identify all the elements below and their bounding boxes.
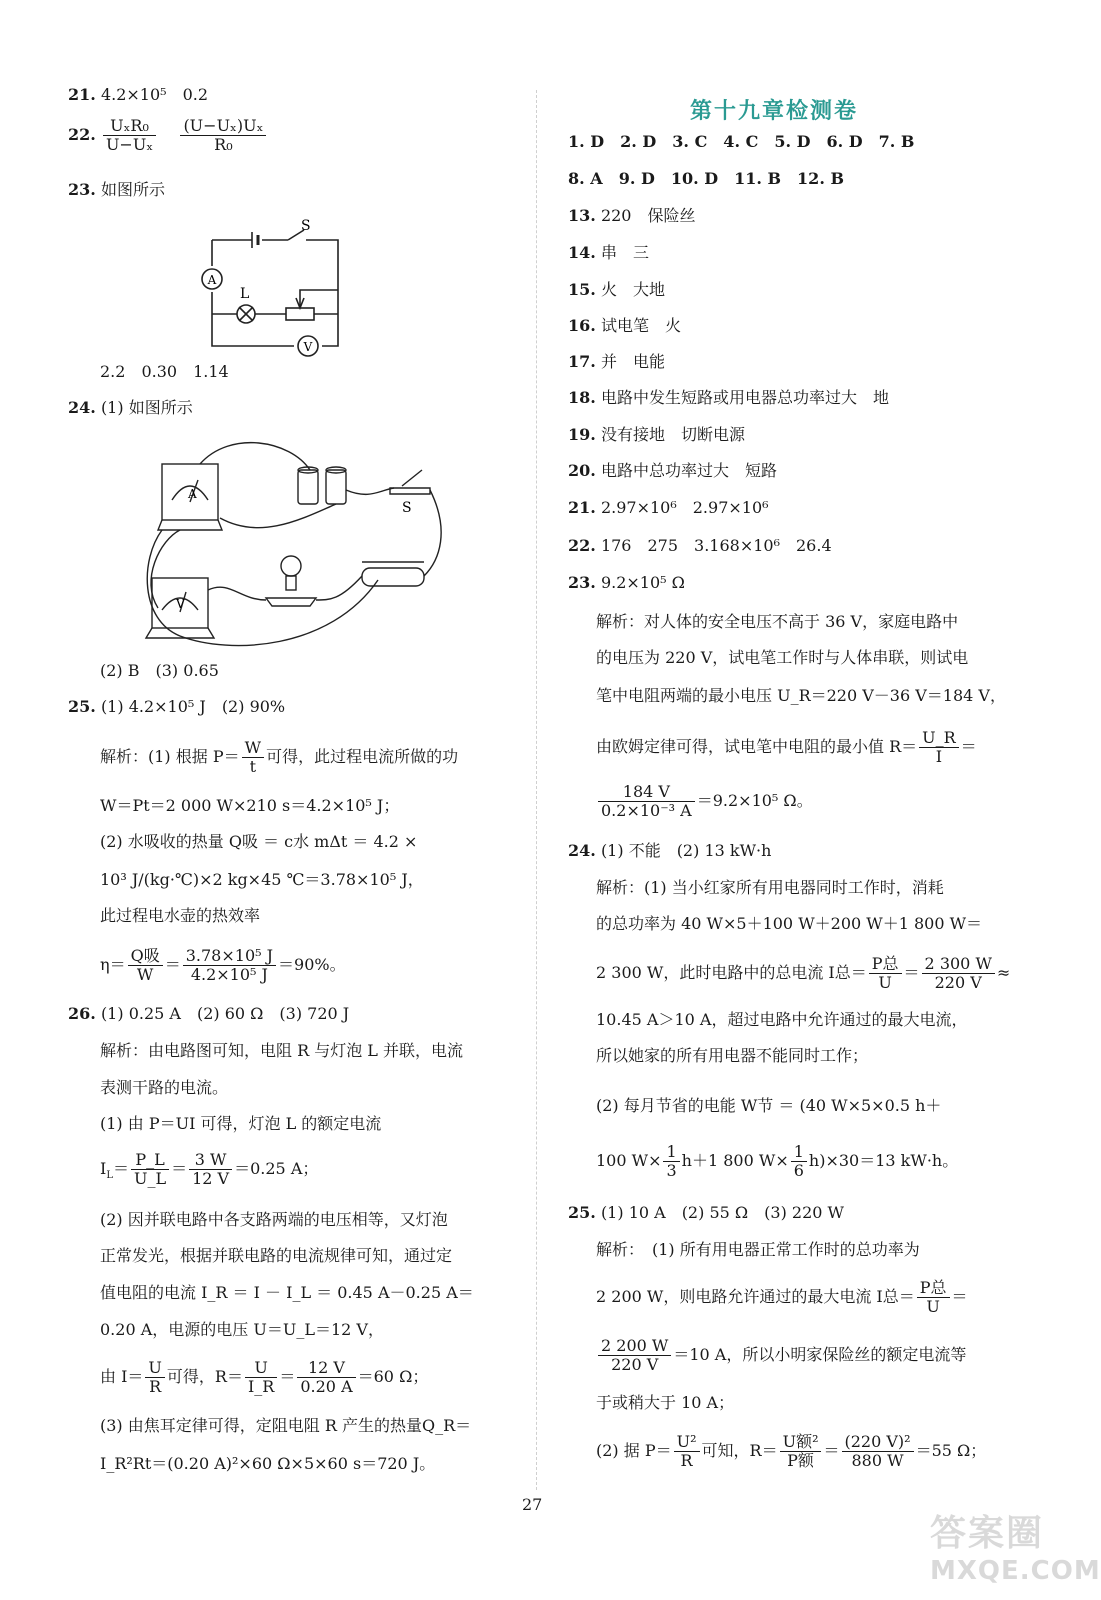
rheostat: [362, 568, 424, 586]
fill-answer-number: 22.: [568, 536, 596, 555]
fill-answer-text: 试电笔 火: [600, 316, 681, 335]
fill-answer-number: 15.: [568, 280, 596, 299]
fill-answer-item: [568, 538, 832, 554]
r-q24-line-4: 10.45 A＞10 A，超过电路中允许通过的最大电流，: [596, 1010, 968, 1029]
q26-line-9: 由 I＝ $\frac{U}{R}$ 可得，R＝ $\frac{U}{I\_R}$ ＝ $\frac{12 V}{0.20 A}$ ＝60 Ω；: [100, 1358, 429, 1396]
r-q24-line-7: 100 W× $\frac{1}{3}$ h＋1 800 W× $\frac{1}{6}$ h)×30＝13 kW·h。: [596, 1142, 959, 1180]
fill-answer-item: [568, 354, 665, 370]
fill-answer-item: [568, 575, 685, 591]
switch-label: S: [301, 218, 311, 234]
switch-s-label: S: [402, 500, 412, 516]
r-q23-line-3: 笔中电阻两端的最小电压 U_R＝220 V－36 V＝184 V，: [596, 686, 1006, 705]
r-q23-line-4: 由欧姆定律可得，试电笔中电阻的最小值 R＝ $\frac{U\_R}{I}$ ＝: [596, 728, 977, 766]
r-q23-line-1: 解析：对人体的安全电压不高于 36 V，家庭电路中: [596, 612, 959, 631]
fill-answer-text: 176 275 3.168×10⁶ 26.4: [600, 536, 832, 555]
fill-answer-item: [568, 427, 745, 443]
r-q23-line-2: 的电压为 220 V，试电笔工作时与人体串联，则试电: [596, 648, 969, 667]
column-divider: [536, 90, 537, 1490]
fill-answer-number: 21.: [568, 498, 596, 517]
q26-line-4: $I_L=$ $\frac{P\_L}{U\_L}$ ＝ $\frac{3 W}{12 V}$ ＝0.25 A；: [100, 1150, 319, 1188]
mc-answers-1: 1. D 2. D 3. C 4. C 5. D 6. D 7. B: [568, 132, 915, 151]
slider-contact: [300, 290, 338, 308]
q26-line-2: 表测干路的电流。: [100, 1078, 229, 1097]
answer-26: 26. (1) 0.25 A (2) 60 Ω (3) 720 J: [68, 1004, 350, 1023]
fill-answer-text: 串 三: [600, 243, 649, 262]
answer-22: 22. $\frac{\text{UₓR₀}}{\text{U−Uₓ}}$ $\frac{\text{(U−Uₓ)Uₓ}}{\text{R₀}}$: [68, 118, 268, 153]
section-title: 第十九章检测卷: [690, 99, 859, 124]
r-q24-line-6: (2) 每月节省的电能 W节 ＝ (40 W×5×0.5 h＋: [596, 1096, 942, 1115]
r-q25-line-5: (2) 据 P＝ $\frac{\text{U²}}{R}$ 可知，R＝ $\frac{\text{U额²}}{\text{P额}}$ ＝ $\frac{\text{(220 V)²}}{880 W}$ ＝55 Ω；: [596, 1432, 987, 1470]
answer-21: 21. 4.2×10⁵ 0.2: [68, 85, 209, 104]
r-q24-line-1: 解析：(1) 当小红家所有用电器同时工作时，消耗: [596, 878, 944, 897]
fill-answer-number: 13.: [568, 206, 596, 225]
r-q24-line-2: 的总功率为 40 W×5＋100 W＋200 W＋1 800 W＝: [596, 914, 983, 933]
fill-answer-text: 9.2×10⁵ Ω: [600, 573, 685, 592]
fill-answer-item: [568, 208, 695, 224]
q26-line-3: (1) 由 P＝UI 可得，灯泡 L 的额定电流: [100, 1114, 382, 1133]
fraction: $\frac{\text{UₓR₀}}{\text{U−Uₓ}}$: [103, 118, 156, 153]
voltmeter-label: V: [303, 340, 313, 354]
q25-line-3: (2) 水吸收的热量 Q吸 ＝ c水 mΔt ＝ 4.2 ×: [100, 832, 418, 851]
fill-answer-item: [568, 463, 777, 479]
lamp-label: L: [240, 286, 250, 302]
r-answer-24: 24. (1) 不能 (2) 13 kW·h: [568, 841, 772, 860]
r-answer-25: 25. (1) 10 A (2) 55 Ω (3) 220 W: [568, 1203, 844, 1222]
fill-answer-item: [568, 500, 769, 516]
q25-line-6: η＝ $\frac{\text{Q吸}}{W}$ ＝ $\frac{\text{3.78×10⁵ J}}{\text{4.2×10⁵ J}}$ ＝90%。: [100, 946, 346, 984]
r-q25-line-2: 2 200 W，则电路允许通过的最大电流 I总＝ $\frac{\text{P总}}{U}$ ＝: [596, 1278, 968, 1316]
fill-answer-number: 14.: [568, 243, 596, 262]
r-q24-line-5: 所以她家的所有用电器不能同时工作；: [596, 1046, 869, 1065]
fill-answer-text: 电路中总功率过大 短路: [600, 461, 777, 480]
answer-23-values: 2.2 0.30 1.14: [100, 362, 229, 381]
r-q25-line-3: $\frac{2 200 W}{220 V}$ ＝10 A，所以小明家保险丝的额定电流等: [596, 1338, 966, 1373]
q25-line-1: 解析：(1) 根据 P＝ $\frac{W}{t}$ 可得，此过程电流所做的功: [100, 738, 459, 776]
q26-line-1: 解析：由电路图可知，电阻 R 与灯泡 L 并联，电流: [100, 1041, 464, 1060]
answer-24-values: (2) B (3) 0.65: [100, 661, 219, 680]
battery-2: [326, 470, 346, 504]
fill-answer-item: [568, 390, 889, 406]
answer-25: 25. (1) 4.2×10⁵ J (2) 90%: [68, 697, 286, 716]
fill-answer-item: [568, 282, 665, 298]
circuit-diagram-23: [190, 218, 350, 356]
fill-answer-text: 电路中发生短路或用电器总功率过大 地: [600, 388, 889, 407]
answer-24: 24. (1) 如图所示: [68, 398, 193, 417]
fill-answer-number: 18.: [568, 388, 596, 407]
q25-line-4: 10³ J/(kg·℃)×2 kg×45 ℃＝3.78×10⁵ J，: [100, 870, 424, 889]
fraction: $\frac{W}{t}$: [242, 740, 264, 775]
q25-line-5: 此过程电水壶的热效率: [100, 906, 261, 925]
fill-answer-item: [568, 318, 681, 334]
r-q23-line-5: $\frac{184 V}{\text{0.2×10⁻³ A}}$ ＝9.2×10⁵ Ω。: [596, 784, 813, 819]
q26-line-6: 正常发光，根据并联电路的电流规律可知，通过定: [100, 1246, 453, 1265]
q26-line-7: 值电阻的电流 I_R ＝ I － I_L ＝ 0.45 A－0.25 A＝: [100, 1283, 474, 1302]
fill-answer-number: 17.: [568, 352, 596, 371]
fill-answer-number: 19.: [568, 425, 596, 444]
r-q24-line-3: 2 300 W，此时电路中的总电流 I总＝ $\frac{\text{P总}}{U}$ ＝ $\frac{2 300 W}{220 V}$ ≈: [596, 954, 1011, 992]
fraction: $\frac{\text{(U−Uₓ)Uₓ}}{\text{R₀}}$: [180, 118, 266, 153]
q26-line-11: I_R²Rt＝(0.20 A)²×60 Ω×5×60 s＝720 J。: [100, 1454, 436, 1473]
fill-answer-text: 2.97×10⁶ 2.97×10⁶: [600, 498, 769, 517]
q26-line-10: (3) 由焦耳定律可得，定阻电阻 R 产生的热量Q_R＝: [100, 1416, 472, 1435]
switch-base: [390, 488, 430, 494]
fill-answer-text: 并 电能: [600, 352, 665, 371]
ammeter-label: A: [207, 273, 217, 287]
fill-answer-number: 23.: [568, 573, 596, 592]
q26-line-8: 0.20 A，电源的电压 U＝U_L＝12 V，: [100, 1320, 384, 1339]
watermark-logo: 答案圈 MXQE.COM: [930, 1513, 1101, 1586]
q26-line-5: (2) 因并联电路中各支路两端的电压相等，又灯泡: [100, 1210, 448, 1229]
page-number: 27: [522, 1495, 543, 1514]
mc-answers-2: 8. A 9. D 10. D 11. B 12. B: [568, 169, 844, 188]
r-q25-line-4: 于或稍大于 10 A；: [596, 1393, 735, 1412]
fill-answer-text: 没有接地 切断电源: [600, 425, 745, 444]
fill-answer-number: 20.: [568, 461, 596, 480]
battery-1: [298, 470, 318, 504]
bulb: [281, 556, 301, 576]
fill-answer-text: 220 保险丝: [600, 206, 696, 225]
fill-answer-text: 火 大地: [600, 280, 665, 299]
answer-23: 23. 如图所示: [68, 180, 165, 199]
voltmeter-v-label: V: [176, 597, 185, 611]
fill-answer-item: [568, 245, 649, 261]
ammeter-a-label: A: [188, 487, 197, 501]
fill-answer-number: 16.: [568, 316, 596, 335]
r-q25-line-1: 解析： (1) 所有用电器正常工作时的总功率为: [596, 1240, 920, 1259]
physical-circuit-illustration: [140, 430, 450, 650]
q25-line-2: W＝Pt＝2 000 W×210 s＝4.2×10⁵ J；: [100, 796, 400, 815]
